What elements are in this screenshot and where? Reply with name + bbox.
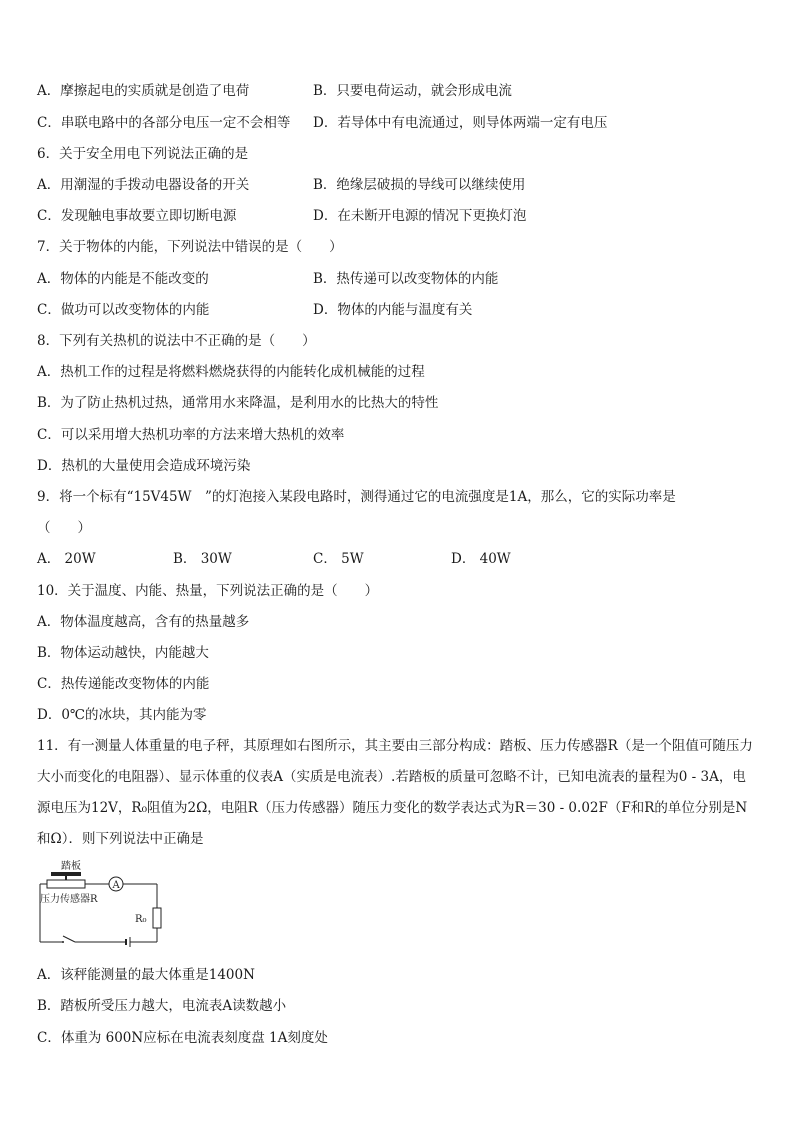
q6-stem: 6．关于安全用电下列说法正确的是 (37, 146, 249, 162)
ammeter-label: A (112, 880, 120, 891)
q11-stem: 11．有一测量人体重量的电子秤，其原理如右图所示，其主要由三部分构成：踏板、压力传感器R（是一个阻值可随压力大小而变化的电阻器）、显示体重的仪表A（实质是电流表）.若踏板的质量可忽略不计，已知电流表的量程为0 - 3A，电源电压为12V，R₀阻值为2Ω，电阻R（压力传感器）随压力变化的数学表达式为R＝30 - 0.02F（F和R的单位分别是N和Ω）．则下列说法中正确是 (37, 738, 753, 847)
q9-option-a: A． 20W (37, 551, 96, 567)
q10-option-c: C．热传递能改变物体的内能 (37, 676, 210, 692)
q10-option-a: A．物体温度越高，含有的热量越多 (37, 614, 250, 630)
resistor-r0 (153, 908, 161, 928)
q7-option-c: C．做功可以改变物体的内能 (37, 302, 210, 318)
sensor-label: 压力传感器R (40, 894, 98, 905)
q10-option-b: B．物体运动越快，内能越大 (37, 645, 209, 661)
pedal-plate (51, 872, 81, 876)
q9-option-b: B． 30W (173, 551, 232, 567)
q7-option-d: D．物体的内能与温度有关 (313, 302, 473, 318)
q6-option-d: D．在未断开电源的情况下更换灯泡 (313, 208, 527, 224)
q6-option-a: A．用潮湿的手拨动电器设备的开关 (37, 177, 250, 193)
q8-stem: 8．下列有关热机的说法中不正确的是（ ） (37, 333, 316, 349)
q6-option-b: B．绝缘层破损的导线可以继续使用 (313, 177, 526, 193)
q5-option-d: D．若导体中有电流通过，则导体两端一定有电压 (313, 115, 608, 131)
pedal-label: 踏板 (61, 861, 81, 872)
q9-option-c: C． 5W (313, 551, 364, 567)
q11-option-c: C．体重为 600N应标在电流表刻度盘 1A刻度处 (37, 1030, 328, 1046)
q7-option-b: B．热传递可以改变物体的内能 (313, 271, 499, 287)
q6-option-c: C．发现触电事故要立即切断电源 (37, 208, 237, 224)
q11-option-a: A．该秤能测量的最大体重是1400N (37, 967, 255, 983)
q8-option-c: C．可以采用增大热机功率的方法来增大热机的效率 (37, 427, 345, 443)
q8-option-a: A．热机工作的过程是将燃料燃烧获得的内能转化成机械能的过程 (37, 364, 425, 380)
q9-stem: 9．将一个标有“15V45W ”的灯泡接入某段电路时，测得通过它的电流强度是1A，那么，它的实际功率是 (37, 489, 676, 505)
r0-label: R₀ (135, 914, 147, 925)
q5-option-c: C．串联电路中的各部分电压一定不会相等 (37, 115, 291, 131)
switch-symbol (63, 936, 75, 942)
q8-option-b: B．为了防止热机过热，通常用水来降温，是利用水的比热大的特性 (37, 395, 439, 411)
q7-option-a: A．物体的内能是不能改变的 (37, 271, 209, 287)
q9-stem-blank: （ ） (37, 520, 91, 536)
q5-option-b: B．只要电荷运动，就会形成电流 (313, 83, 512, 99)
pressure-sensor (47, 880, 85, 888)
q8-option-d: D．热机的大量使用会造成环境污染 (37, 458, 251, 474)
q11-option-b: B．踏板所受压力越大，电流表A读数越小 (37, 998, 287, 1014)
q10-stem: 10．关于温度、内能、热量，下列说法正确的是（ ） (37, 583, 379, 599)
q11-circuit-diagram (37, 858, 163, 948)
q7-stem: 7．关于物体的内能，下列说法中错误的是（ ） (37, 239, 343, 255)
q10-option-d: D．0℃的冰块，其内能为零 (37, 707, 207, 723)
q5-option-a: A．摩擦起电的实质就是创造了电荷 (37, 83, 250, 99)
q9-option-d: D． 40W (451, 551, 511, 567)
